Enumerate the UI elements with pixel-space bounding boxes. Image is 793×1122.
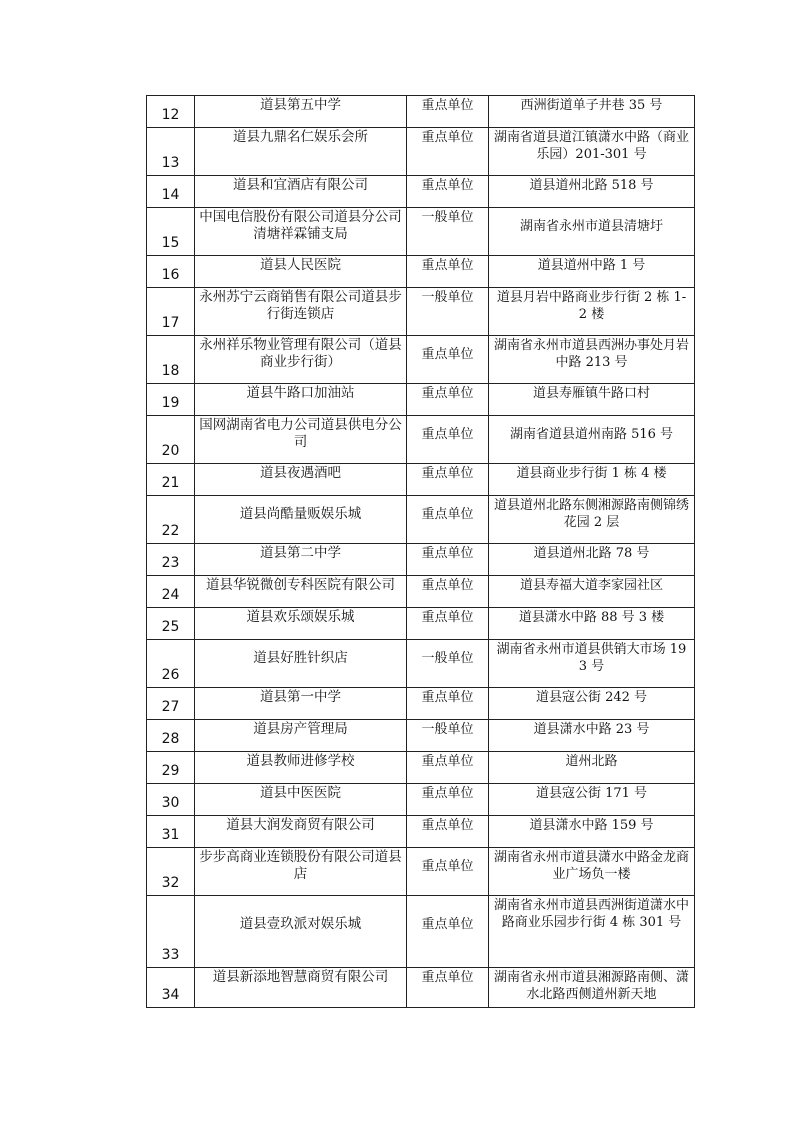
unit-name: 道县人民医院 <box>195 256 407 288</box>
unit-address: 湖南省永州市道县潇水中路金龙商业广场负一楼 <box>489 848 695 896</box>
row-number: 26 <box>147 640 195 688</box>
table-row <box>147 784 695 816</box>
table-row <box>147 640 695 688</box>
row-number: 24 <box>147 576 195 608</box>
unit-address: 湖南省永州市道县清塘圩 <box>489 208 695 256</box>
unit-address: 湖南省永州市道县西洲办事处月岩中路 213 号 <box>489 336 695 384</box>
unit-level: 一般单位 <box>407 720 489 752</box>
row-number: 22 <box>147 496 195 544</box>
unit-name: 道县第二中学 <box>195 544 407 576</box>
unit-level: 一般单位 <box>407 208 489 256</box>
unit-level: 一般单位 <box>407 288 489 336</box>
table-row <box>147 720 695 752</box>
row-number: 33 <box>147 896 195 968</box>
unit-level: 重点单位 <box>407 128 489 176</box>
unit-address: 道县寇公街 171 号 <box>489 784 695 816</box>
unit-level: 重点单位 <box>407 576 489 608</box>
unit-address: 湖南省永州市道县湘源路南侧、潇水北路西侧道州新天地 <box>489 968 695 1008</box>
table-row <box>147 176 695 208</box>
table-row <box>147 968 695 1008</box>
unit-level: 重点单位 <box>407 336 489 384</box>
table-row <box>147 496 695 544</box>
row-number: 28 <box>147 720 195 752</box>
unit-address: 道县月岩中路商业步行街 2 栋 1-2 楼 <box>489 288 695 336</box>
table-row <box>147 848 695 896</box>
unit-address: 湖南省永州市道县供销大市场 193 号 <box>489 640 695 688</box>
unit-name: 道县壹玖派对娱乐城 <box>195 896 407 968</box>
unit-name: 道县新添地智慧商贸有限公司 <box>195 968 407 1008</box>
table-row <box>147 896 695 968</box>
row-number: 27 <box>147 688 195 720</box>
table-row <box>147 416 695 464</box>
row-number: 34 <box>147 968 195 1008</box>
row-number: 17 <box>147 288 195 336</box>
row-number: 12 <box>147 96 195 128</box>
unit-name: 国网湖南省电力公司道县供电分公司 <box>195 416 407 464</box>
unit-table-container <box>146 95 694 1008</box>
unit-name: 永州祥乐物业管理有限公司（道县商业步行街） <box>195 336 407 384</box>
unit-name: 道县教师进修学校 <box>195 752 407 784</box>
unit-address: 道县道州北路 518 号 <box>489 176 695 208</box>
table-row <box>147 688 695 720</box>
unit-level: 重点单位 <box>407 688 489 720</box>
row-number: 30 <box>147 784 195 816</box>
table-row <box>147 256 695 288</box>
unit-address: 道县潇水中路 23 号 <box>489 720 695 752</box>
row-number: 23 <box>147 544 195 576</box>
unit-address: 湖南省永州市道县西洲街道潇水中路商业乐园步行街 4 栋 301 号 <box>489 896 695 968</box>
unit-name: 道县牛路口加油站 <box>195 384 407 416</box>
row-number: 15 <box>147 208 195 256</box>
unit-name: 道县尚酷量贩娱乐城 <box>195 496 407 544</box>
unit-address: 道县寿福大道李家园社区 <box>489 576 695 608</box>
unit-name: 中国电信股份有限公司道县分公司清塘祥霖铺支局 <box>195 208 407 256</box>
table-row <box>147 752 695 784</box>
table-row <box>147 464 695 496</box>
unit-level: 一般单位 <box>407 640 489 688</box>
unit-level: 重点单位 <box>407 384 489 416</box>
table-row <box>147 576 695 608</box>
unit-address: 道县道州北路东侧湘源路南侧锦绣花园 2 层 <box>489 496 695 544</box>
unit-name: 道县好胜针织店 <box>195 640 407 688</box>
unit-table <box>146 95 695 1008</box>
row-number: 13 <box>147 128 195 176</box>
unit-name: 道县大润发商贸有限公司 <box>195 816 407 848</box>
table-row <box>147 544 695 576</box>
unit-address: 道县寿雁镇牛路口村 <box>489 384 695 416</box>
unit-address: 西洲街道单子井巷 35 号 <box>489 96 695 128</box>
row-number: 21 <box>147 464 195 496</box>
unit-address: 道县道州中路 1 号 <box>489 256 695 288</box>
unit-level: 重点单位 <box>407 256 489 288</box>
table-row <box>147 816 695 848</box>
unit-level: 重点单位 <box>407 176 489 208</box>
unit-level: 重点单位 <box>407 848 489 896</box>
unit-level: 重点单位 <box>407 968 489 1008</box>
row-number: 32 <box>147 848 195 896</box>
row-number: 19 <box>147 384 195 416</box>
row-number: 25 <box>147 608 195 640</box>
table-row <box>147 208 695 256</box>
row-number: 20 <box>147 416 195 464</box>
unit-address: 道县道州北路 78 号 <box>489 544 695 576</box>
row-number: 31 <box>147 816 195 848</box>
unit-address: 道县商业步行街 1 栋 4 楼 <box>489 464 695 496</box>
row-number: 16 <box>147 256 195 288</box>
unit-address: 湖南省道县道江镇潇水中路（商业乐园）201-301 号 <box>489 128 695 176</box>
unit-level: 重点单位 <box>407 416 489 464</box>
unit-level: 重点单位 <box>407 464 489 496</box>
unit-name: 道县和宜酒店有限公司 <box>195 176 407 208</box>
table-row <box>147 128 695 176</box>
unit-address: 道县寇公街 242 号 <box>489 688 695 720</box>
unit-name: 道县夜遇酒吧 <box>195 464 407 496</box>
table-row <box>147 96 695 128</box>
unit-level: 重点单位 <box>407 544 489 576</box>
unit-level: 重点单位 <box>407 608 489 640</box>
unit-name: 道县华锐微创专科医院有限公司 <box>195 576 407 608</box>
unit-name: 道县九鼎名仁娱乐会所 <box>195 128 407 176</box>
unit-address: 湖南省道县道州南路 516 号 <box>489 416 695 464</box>
unit-name: 道县中医医院 <box>195 784 407 816</box>
unit-level: 重点单位 <box>407 896 489 968</box>
unit-level: 重点单位 <box>407 496 489 544</box>
row-number: 14 <box>147 176 195 208</box>
unit-level: 重点单位 <box>407 752 489 784</box>
unit-level: 重点单位 <box>407 816 489 848</box>
table-row <box>147 384 695 416</box>
unit-name: 道县房产管理局 <box>195 720 407 752</box>
unit-level: 重点单位 <box>407 96 489 128</box>
unit-address: 道县潇水中路 159 号 <box>489 816 695 848</box>
table-row <box>147 336 695 384</box>
unit-name: 永州苏宁云商销售有限公司道县步行街连锁店 <box>195 288 407 336</box>
row-number: 29 <box>147 752 195 784</box>
unit-address: 道州北路 <box>489 752 695 784</box>
unit-table-body <box>147 96 695 1008</box>
table-row <box>147 288 695 336</box>
unit-name: 道县第一中学 <box>195 688 407 720</box>
row-number: 18 <box>147 336 195 384</box>
table-row <box>147 608 695 640</box>
unit-address: 道县潇水中路 88 号 3 楼 <box>489 608 695 640</box>
unit-level: 重点单位 <box>407 784 489 816</box>
unit-name: 道县欢乐颂娱乐城 <box>195 608 407 640</box>
unit-name: 步步高商业连锁股份有限公司道县店 <box>195 848 407 896</box>
unit-name: 道县第五中学 <box>195 96 407 128</box>
